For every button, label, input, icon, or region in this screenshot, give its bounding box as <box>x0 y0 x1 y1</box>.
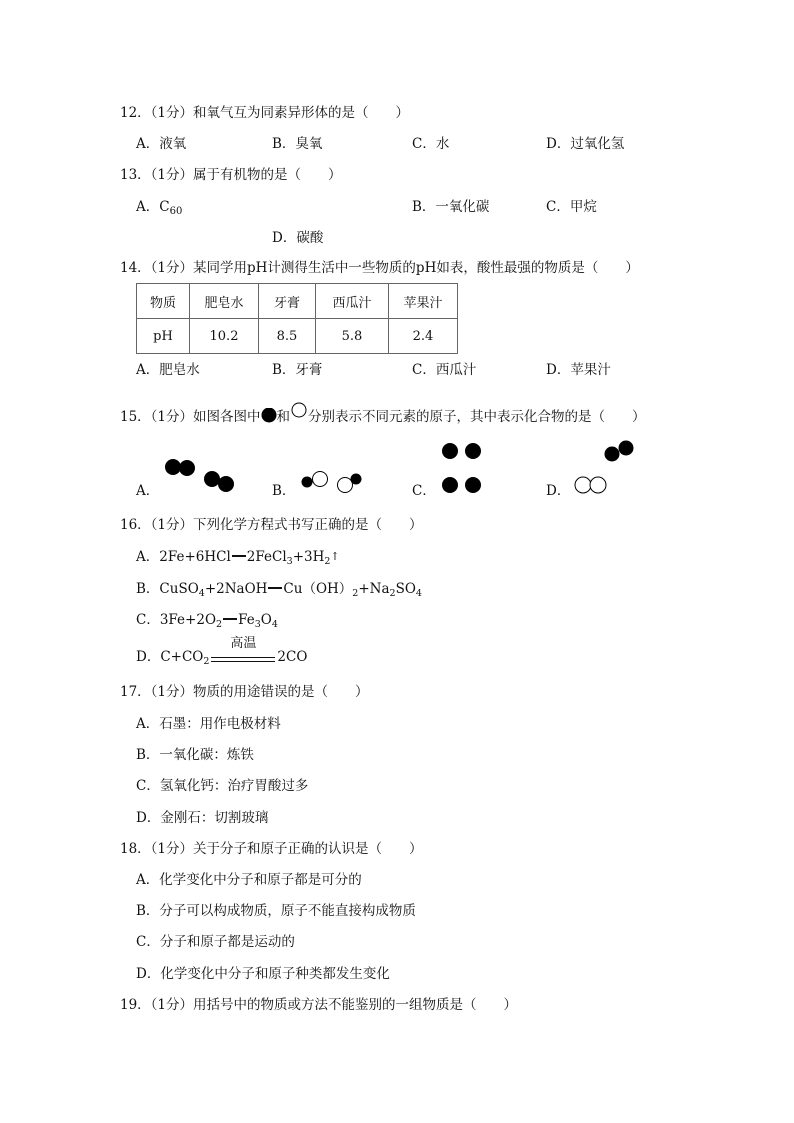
q18-option-c: C．分子和原子都是运动的 <box>136 934 295 950</box>
q12-option-d: D．过氧化氢 <box>546 136 625 152</box>
q15-option-d: D． <box>546 483 571 499</box>
q12-stem: 12．（1分）和氧气互为同素异形体的是（ ） <box>120 105 410 121</box>
q17-option-c: C．氢氧化钙：治疗胃酸过多 <box>136 778 309 794</box>
equals-sign <box>223 618 237 620</box>
q12-option-b: B．臭氧 <box>272 136 323 152</box>
ph-table-header-row <box>137 284 458 319</box>
q15-option-b: B． <box>272 483 296 499</box>
ph-table-cell: 苹果汁 <box>389 284 458 319</box>
molecule-diagram-a <box>160 455 240 495</box>
equals-sign <box>232 555 246 557</box>
q14-stem: 14．（1分）某同学用pH计测得生活中一些物质的pH如表，酸性最强的物质是（ ） <box>120 260 639 276</box>
q14-option-b: B．牙膏 <box>272 362 323 378</box>
q13-option-a: A．$C_{60}$ <box>136 199 183 217</box>
molecule-diagram-c <box>438 440 488 496</box>
q15-option-a: A． <box>136 483 160 499</box>
q13-option-b: B．一氧化碳 <box>412 199 490 215</box>
q18-option-b: B．分子可以构成物质，原子不能直接构成物质 <box>136 903 416 919</box>
ph-table-value-row <box>137 319 458 354</box>
ph-table-cell: pH <box>137 319 190 354</box>
ph-table-cell: 西瓜汁 <box>316 284 389 319</box>
q14-option-a: A．肥皂水 <box>136 362 200 378</box>
q13-stem: 13．（1分）属于有机物的是（ ） <box>120 167 342 183</box>
q17-option-d: D．金刚石：切割玻璃 <box>136 810 269 826</box>
q17-stem: 17．（1分）物质的用途错误的是（ ） <box>120 684 369 700</box>
ph-table <box>136 283 458 354</box>
q15-stem: 15．（1分）如图各图中 和 分别表示不同元素的原子，其中表示化合物的是（ ） <box>120 402 646 426</box>
ph-table-cell: 10.2 <box>190 319 259 354</box>
hollow-atom-icon <box>290 402 308 420</box>
equals-sign <box>268 587 282 589</box>
q15-option-c: C． <box>412 483 436 499</box>
q18-option-d: D．化学变化中分子和原子种类都发生变化 <box>136 966 390 982</box>
molecule-diagram-b <box>298 466 368 496</box>
q14-option-d: D．苹果汁 <box>546 362 611 378</box>
ph-table-cell: 肥皂水 <box>190 284 259 319</box>
q14-option-c: C．西瓜汁 <box>412 362 477 378</box>
q12-option-a: A．液氧 <box>136 136 187 152</box>
ph-table-cell: 5.8 <box>316 319 389 354</box>
q18-option-a: A．化学变化中分子和原子都是可分的 <box>136 872 362 888</box>
ph-table-cell: 2.4 <box>389 319 458 354</box>
q13-option-d: D．碳酸 <box>272 230 324 246</box>
q13-option-c: C．甲烷 <box>546 199 597 215</box>
q17-option-a: A．石墨：用作电极材料 <box>136 716 281 732</box>
molecule-diagram-d <box>570 437 640 497</box>
q16-option-b: B．CuSO$_4$+2NaOH $Cu(OH)_2+Na_2SO_4$ <box>136 581 422 599</box>
q16-option-a: A．2Fe+6HCl $2FeCl_3+3H_2↑$ <box>136 549 340 567</box>
ph-table-cell: 物质 <box>137 284 190 319</box>
gas-arrow-icon: ↑ <box>330 550 340 563</box>
q18-stem: 18．（1分）关于分子和原子正确的认识是（ ） <box>120 841 423 857</box>
ph-table-cell: 8.5 <box>259 319 316 354</box>
q19-stem: 19．（1分）用括号中的物质或方法不能鉴别的一组物质是（ ） <box>120 997 518 1013</box>
reaction-condition: 高温 <box>211 647 275 665</box>
q12-option-c: C．水 <box>412 136 450 152</box>
q17-option-b: B．一氧化碳：炼铁 <box>136 747 254 763</box>
q16-stem: 16．（1分）下列化学方程式书写正确的是（ ） <box>120 517 423 533</box>
q16-option-c: C．$3Fe+2O_2$ $Fe_3O_4$ <box>136 612 278 630</box>
filled-atom-icon <box>261 408 277 424</box>
ph-table-cell: 牙膏 <box>259 284 316 319</box>
q16-option-d: D．$C+CO_2$ 高温 2CO <box>136 636 308 667</box>
